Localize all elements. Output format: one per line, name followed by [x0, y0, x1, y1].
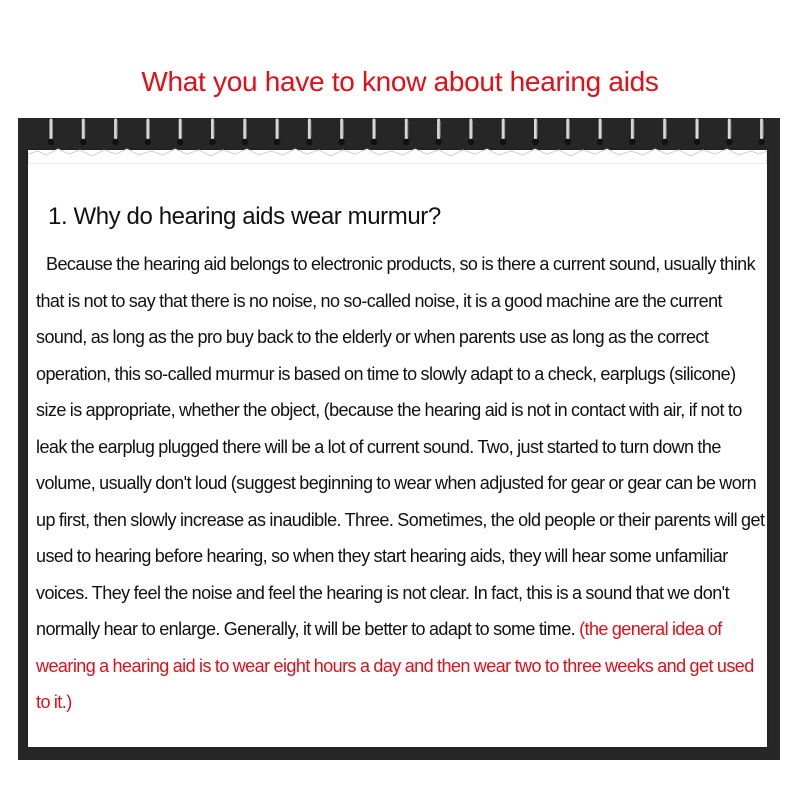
- section-heading: 1. Why do hearing aids wear murmur?: [48, 203, 441, 230]
- spiral-ring-icon: [403, 120, 409, 145]
- spiral-ring-icon: [468, 120, 474, 145]
- spiral-ring-icon: [145, 120, 151, 145]
- spiral-ring-icon: [629, 120, 635, 145]
- spiral-ring-icon: [371, 120, 377, 145]
- note-content: [36, 197, 766, 721]
- spiral-ring-icon: [306, 120, 312, 145]
- spiral-ring-icon: [274, 120, 280, 145]
- spiral-ring-icon: [48, 120, 54, 145]
- spiral-binding: [18, 118, 780, 158]
- spiral-ring-icon: [209, 120, 215, 145]
- spiral-ring-icon: [565, 120, 571, 145]
- spiral-ring-icon: [758, 120, 764, 145]
- spiral-ring-icon: [500, 120, 506, 145]
- body-text: Because the hearing aid belongs to electronic products, so is there a current sound, usually think that is not to say that there is no noise, no so-called noise, it is a good machine are the current sound, as long as the pro buy back to the elderly or when parents use as long as the correct operation, this so-called murmur is based on time to slowly adapt to a check, earplugs (silicone) size is appropriate, whether the object, (because the hearing aid is not in contact with air, if not to leak the earplug plugged there will be a lot of current sound. Two, just started to turn down the volume, usually don't loud (suggest beginning to wear when adjusted for gear or gear can be worn up first, then slowly increase as inaudible. Three. Sometimes, the old people or their parents will get used to hearing before hearing, so when they start hearing aids, they will hear some unfamiliar voices. They feel the noise and feel the hearing is not clear. In fact, this is a sound that we don't normally hear to enlarge. Generally, it will be better to adapt to some time.: [36, 254, 765, 639]
- spiral-ring-icon: [435, 120, 441, 145]
- spiral-ring-icon: [532, 120, 538, 145]
- spiral-ring-icon: [339, 120, 345, 145]
- section-body: [36, 246, 766, 721]
- spiral-ring-icon: [726, 120, 732, 145]
- spiral-ring-icon: [694, 120, 700, 145]
- spiral-ring-icon: [242, 120, 248, 145]
- page-title: What you have to know about hearing aids: [141, 66, 659, 97]
- highlighted-note: (the general idea of wearing a hearing aid is to wear eight hours a day and then wear two to three weeks and get used to it.): [36, 619, 754, 712]
- spiral-ring-icon: [112, 120, 118, 145]
- spiral-ring-icon: [662, 120, 668, 145]
- spiral-ring-icon: [177, 120, 183, 145]
- spiral-ring-icon: [80, 120, 86, 145]
- spiral-ring-icon: [597, 120, 603, 145]
